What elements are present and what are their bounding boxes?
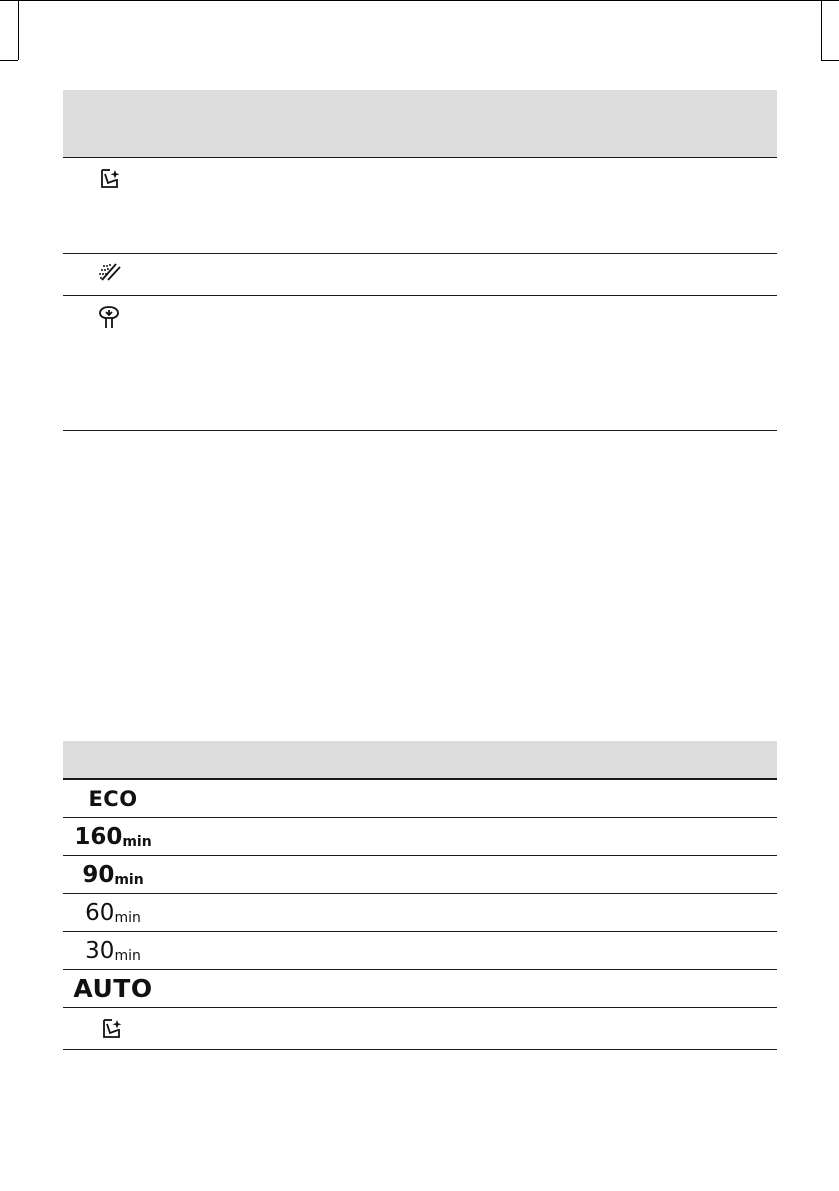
table-row [63,158,777,254]
crop-mark-right [821,0,822,60]
table-row [63,856,777,894]
rinse-aid-icon [97,304,121,330]
crop-mark-top-right [821,60,839,61]
table-row [63,932,777,970]
crop-mark-left [18,0,19,60]
program-160min-label: 160 min [74,823,152,850]
program-eco-label: ECO [88,786,138,811]
programs-table [63,741,777,1050]
crop-mark-top [0,60,18,61]
table-row [63,780,777,818]
table-row [63,254,777,296]
program-30min-label: 30 min [85,937,141,964]
table-header [63,90,777,158]
table-row [63,1008,777,1050]
table-row [63,894,777,932]
program-90min-label: 90 min [82,861,144,888]
table-row [63,818,777,856]
table-header [63,741,777,780]
spray-icon [96,262,122,282]
table-row [63,970,777,1008]
program-auto-label: AUTO [73,974,153,1003]
table-row [63,296,777,431]
symbols-table [63,90,777,431]
auto-open-icon [63,1008,163,1049]
program-60min-label: 60 min [85,899,141,926]
crop-mark-top [0,0,839,1]
auto-open-icon [98,167,124,191]
